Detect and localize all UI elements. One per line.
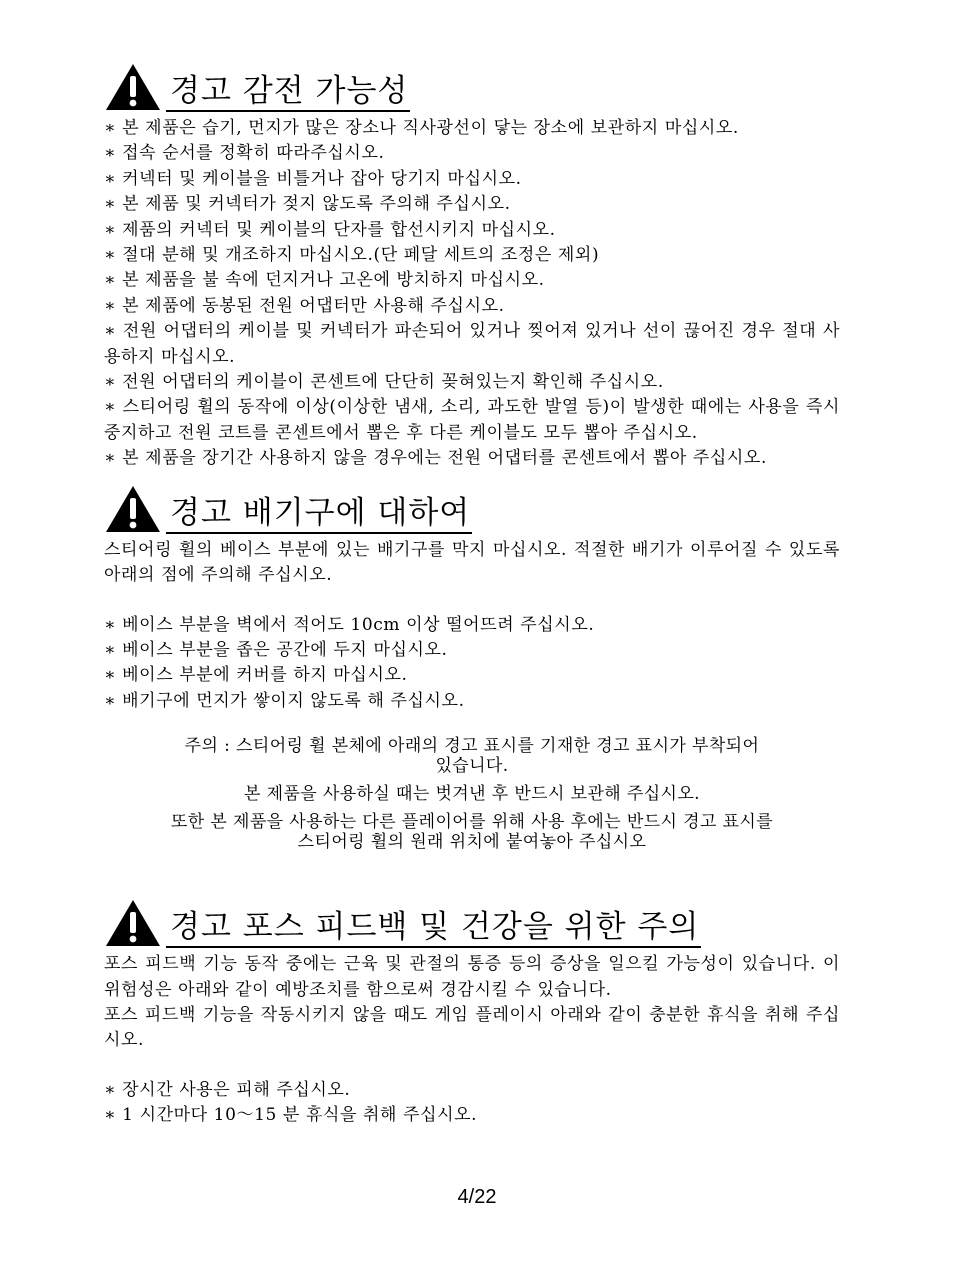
list-item: ∗ 본 제품은 습기, 먼지가 많은 장소나 직사광선이 닿는 장소에 보관하지 마십시오.	[104, 118, 739, 138]
note-line: 또한 본 제품을 사용하는 다른 플레이어를 위해 사용 후에는 반드시 경고 표시를	[170, 812, 774, 833]
note-line: 주의 : 스티어링 휠 본체에 아래의 경고 표시를 기재한 경고 표시가 부착되어	[184, 736, 760, 757]
section-title: 경고 포스 피드백 및 건강을 위한 주의	[166, 909, 701, 948]
section-force-feedback	[104, 892, 840, 1128]
list-item: ∗ 본 제품을 장기간 사용하지 않을 경우에는 전원 어댑터를 콘센트에서 뽑아 주십시오.	[104, 448, 767, 469]
list-item: ∗ 본 제품 및 커넥터가 젖지 않도록 주의해 주십시오.	[104, 194, 511, 215]
caution-note	[104, 736, 840, 776]
warning-triangle-icon	[104, 898, 162, 948]
list-item: ∗ 베이스 부분을 좁은 공간에 두지 마십시오.	[104, 639, 448, 660]
list-item: ∗ 전원 어댑터의 케이블이 콘센트에 단단히 꽂혀있는지 확인해 주십시오.	[104, 372, 664, 393]
section-title: 경고 감전 가능성	[166, 73, 410, 112]
note-line: 있습니다.	[435, 756, 509, 777]
section-electric-shock	[104, 56, 840, 472]
list-item: ∗ 제품의 커넥터 및 케이블의 단자를 합선시키지 마십시오.	[104, 219, 556, 240]
list-item: ∗ 1 시간마다 10～15 분 휴식을 취해 주십시오.	[104, 1105, 478, 1126]
section-heading	[104, 892, 840, 948]
caution-note	[104, 812, 840, 852]
manual-page	[104, 56, 840, 1129]
section-heading	[104, 56, 840, 112]
note-line: 본 제품을 사용하실 때는 벗겨낸 후 반드시 보관해 주십시오.	[244, 784, 700, 805]
list-item: ∗ 스티어링 휠의 동작에 이상(이상한 냄새, 소리, 과도한 발열 등)이 발생한 때에는 사용을 즉시 중지하고 전원 코트를 콘센트에서 뽑은 후 다른 케이블도 모두 뽑아 주십시오.	[104, 397, 840, 443]
list-item: ∗ 본 제품을 불 속에 던지거나 고온에 방치하지 마십시오.	[104, 270, 545, 291]
list-item: ∗ 절대 분해 및 개조하지 마십시오.(단 페달 세트의 조정은 제외)	[104, 245, 600, 266]
page-number: 4/22	[457, 1186, 497, 1208]
note-line: 스티어링 휠의 원래 위치에 붙여놓아 주십시오	[297, 832, 647, 853]
section-heading	[104, 478, 840, 534]
list-item: ∗ 베이스 부분을 벽에서 적어도 10cm 이상 떨어뜨려 주십시오.	[104, 614, 595, 635]
list-item: ∗ 본 제품에 동봉된 전원 어댑터만 사용해 주십시오.	[104, 295, 505, 316]
section-title: 경고 배기구에 대하여	[166, 495, 472, 534]
paragraph: 포스 피드백 기능을 작동시키지 않을 때도 게임 플레이시 아래와 같이 충분한 휴식을 취해 주십시오.	[104, 1004, 840, 1051]
list-item: ∗ 배기구에 먼지가 쌓이지 않도록 해 주십시오.	[104, 690, 465, 711]
caution-note	[104, 784, 840, 804]
list-item: ∗ 전원 어댑터의 케이블 및 커넥터가 파손되어 있거나 찢어져 있거나 선이 끊어진 경우 절대 사용하지 마십시오.	[104, 321, 840, 367]
list-item: ∗ 베이스 부분에 커버를 하지 마십시오.	[104, 665, 408, 686]
section-vent	[104, 478, 840, 852]
warning-triangle-icon	[104, 484, 162, 534]
list-item: ∗ 장시간 사용은 피해 주십시오.	[104, 1079, 351, 1100]
paragraph: 포스 피드백 기능 동작 중에는 근육 및 관절의 통증 등의 증상을 일으킬 가능성이 있습니다. 이 위험성은 아래와 같이 예방조치를 함으로써 경감시킬 수 있습니다.	[104, 954, 840, 1000]
intro-paragraph: 스티어링 휠의 베이스 부분에 있는 배기구를 막지 마십시오. 적절한 배기가 이루어질 수 있도록 아래의 점에 주의해 주십시오.	[104, 539, 840, 586]
list-item: ∗ 접속 순서를 정확히 따라주십시오.	[104, 143, 385, 164]
list-item: ∗ 커넥터 및 케이블을 비틀거나 잡아 당기지 마십시오.	[104, 168, 522, 189]
warning-triangle-icon	[104, 62, 162, 112]
